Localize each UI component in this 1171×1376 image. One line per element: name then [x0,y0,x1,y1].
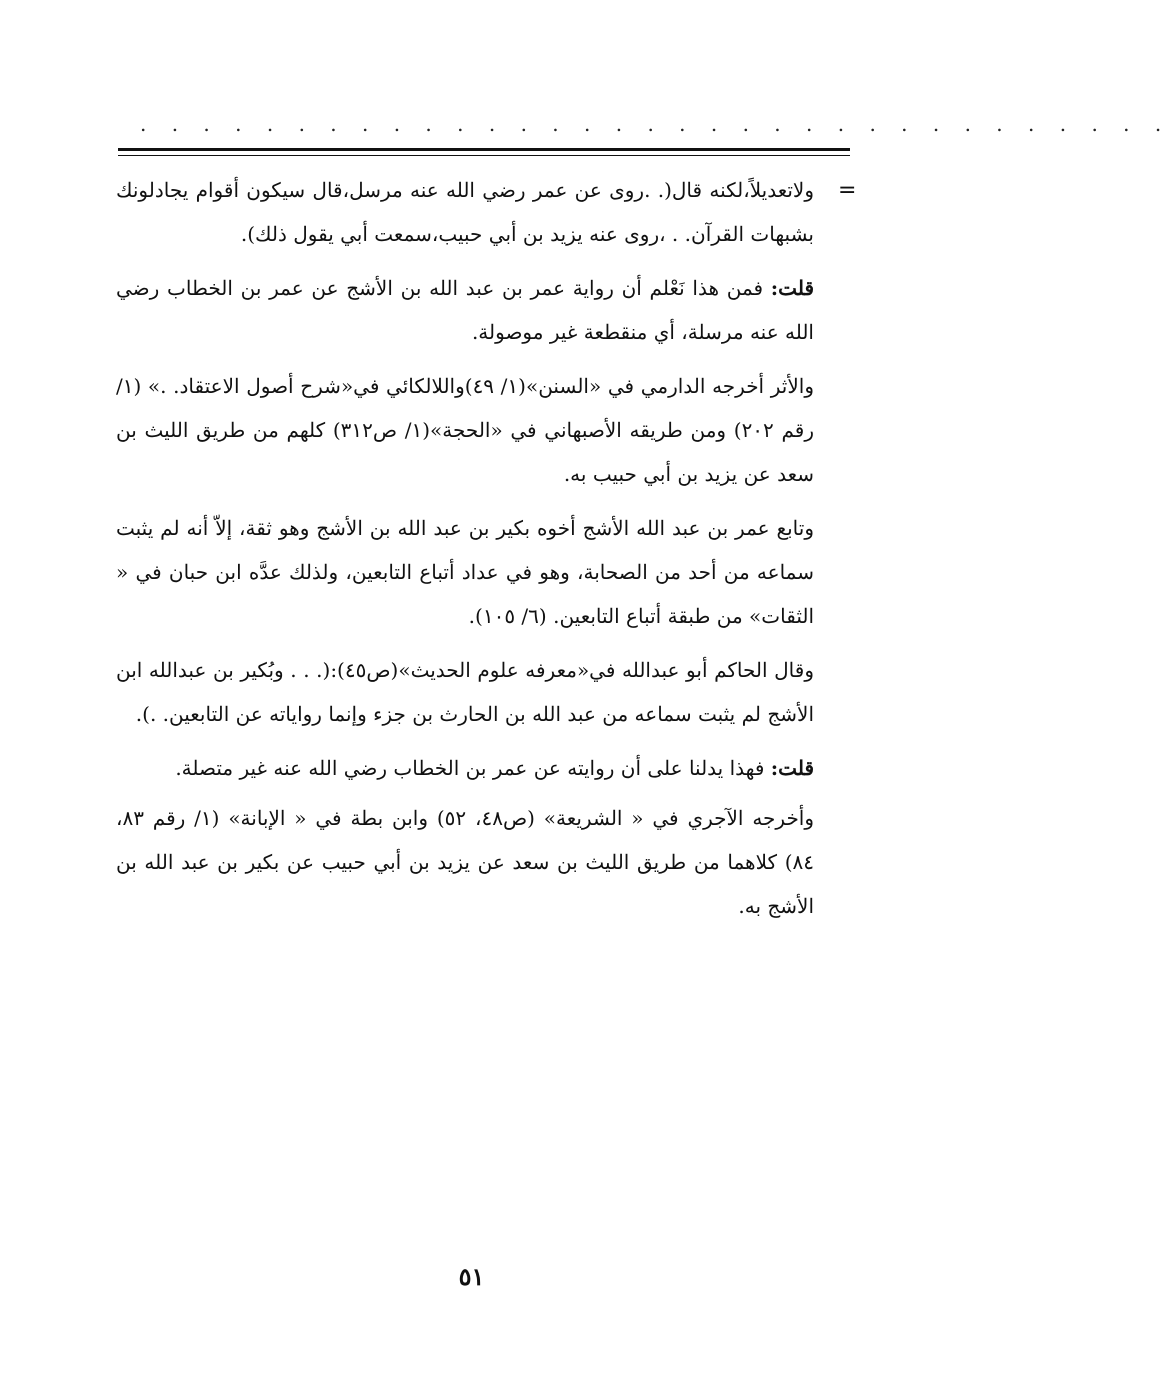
page-body [116,168,814,938]
header-rule-thin [118,155,850,156]
paragraph-2-lead: قلت: [770,276,814,300]
paragraph-5-text: وقال الحاكم أبو عبدالله في«معرفه علوم الحديث»(ص٤٥):(. . . وبُكير بن عبدالله ابن الأشج لم يثبت سماعه من عبد الله بن الحارث بن جزء وإنما رواياته عن التابعين. .). [116,658,814,726]
paragraph-3 [116,364,814,496]
paragraph-5 [116,648,814,736]
continuation-mark: = [838,178,857,203]
paragraph-4-text: وتابع عمر بن عبد الله الأشج أخوه بكير بن عبد الله بن الأشج وهو ثقة، إلاّ أنه لم يثبت سماعه من أحد من الصحابة، وهو في عداد أتباع التابعين، ولذلك عدَّه ابن حبان في « الثقات» من طبقة أتباع التابعين. (٦/ ١٠٥). [116,516,814,628]
paragraph-1 [116,168,814,256]
header-rule-thick [118,148,850,151]
paragraph-1-text: ولاتعديلاً،لكنه قال(. .روى عن عمر رضي الله عنه مرسل،قال سيكون أقوام يجادلونك بشبهات القرآن. . ،روى عنه يزيد بن أبي حبيب،سمعت أبي يقول ذلك). [116,178,814,246]
header-dotted-line: . . . . . . . . . . . . . . . . . . . . . . . . . . . . . . . . . [140,112,1171,136]
paragraph-6-text: فهذا يدلنا على أن روايته عن عمر بن الخطاب رضي الله عنه غير متصلة. [175,756,771,780]
page-number: ٥١ [458,1262,485,1291]
paragraph-3-text: والأثر أخرجه الدارمي في «السنن»(١/ ٤٩)واللالكائي في«شرح أصول الاعتقاد. .» (١/رقم ٢٠٢) ومن طريقه الأصبهاني في «الحجة»(١/ ص٣١٢) كلهم من طريق الليث بن سعد عن يزيد بن أبي حبيب به. [116,374,814,486]
paragraph-7 [116,796,814,928]
paragraph-6 [116,746,814,790]
paragraph-4 [116,506,814,638]
paragraph-7-text: وأخرجه الآجري في « الشريعة» (ص٤٨، ٥٢) وابن بطة في « الإبانة» (١/ رقم ٨٣، ٨٤) كلاهما من طريق الليث بن سعد عن يزيد بن أبي حبيب عن بكير بن عبد الله بن الأشج به. [116,806,815,918]
paragraph-2-text: فمن هذا نَعْلم أن رواية عمر بن عبد الله بن الأشج عن عمر بن الخطاب رضي الله عنه مرسلة، أي منقطعة غير موصولة. [116,276,814,344]
paragraph-6-lead: قلت: [770,756,814,780]
paragraph-2 [116,266,814,354]
